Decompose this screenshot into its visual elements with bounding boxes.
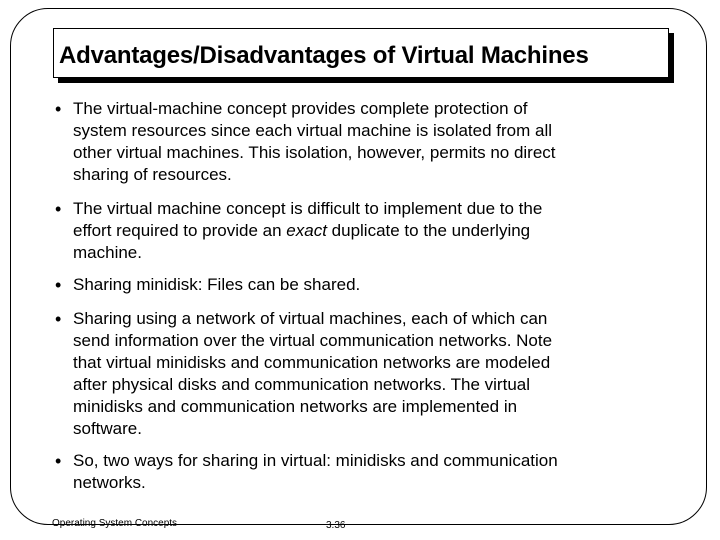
bullet-text — [73, 98, 653, 186]
slide-frame — [10, 8, 707, 525]
bullet-item — [55, 450, 655, 494]
bullet-line: So, two ways for sharing in virtual: minidisks and communication — [73, 451, 558, 470]
bullet-line: The virtual-machine concept provides complete protection of — [73, 99, 528, 118]
bullet-line: Sharing using a network of virtual machines, each of which can — [73, 309, 548, 328]
bullet-text — [73, 198, 653, 264]
slide-title: Advantages/Disadvantages of Virtual Machines — [59, 42, 589, 69]
bullet-line: after physical disks and communication networks. The virtual — [73, 375, 530, 394]
bullet-dot: • — [55, 309, 62, 329]
footer-course-name: Operating System Concepts — [52, 518, 178, 529]
bullet-item — [55, 308, 655, 440]
bullet-text — [73, 274, 653, 296]
bullet-line: other virtual machines. This isolation, however, permits no direct — [73, 143, 556, 162]
bullet-dot: • — [55, 451, 62, 471]
bullet-line: software. — [73, 419, 142, 438]
bullet-item — [55, 98, 655, 186]
bullet-line: send information over the virtual communication networks. Note — [73, 331, 553, 350]
bullet-line: that virtual minidisks and communication networks are modeled — [73, 353, 551, 372]
bullet-line: machine. — [73, 243, 142, 262]
emphasis-text: exact — [286, 221, 327, 240]
bullet-dot: • — [55, 275, 62, 295]
bullet-line: minidisks and communication networks are implemented in — [73, 397, 518, 416]
title-box — [53, 28, 669, 78]
bullet-line: The virtual machine concept is difficult to implement due to the — [73, 199, 543, 218]
bullet-text — [73, 308, 653, 440]
bullet-line: system resources since each virtual machine is isolated from all — [73, 121, 553, 140]
bullet-line: Sharing minidisk: Files can be shared. — [73, 275, 361, 294]
bullet-dot: • — [55, 199, 62, 219]
bullet-line-segment: effort required to provide an — [73, 221, 282, 240]
bullet-item — [55, 198, 655, 264]
footer-page-number: 3.36 — [326, 520, 346, 531]
bullet-line — [73, 220, 653, 242]
bullet-line: sharing of resources. — [73, 165, 232, 184]
bullet-text — [73, 450, 653, 494]
bullet-dot: • — [55, 99, 62, 119]
bullet-item — [55, 274, 655, 296]
bullet-line-segment: duplicate to the underlying — [331, 221, 531, 240]
bullet-line: networks. — [73, 473, 146, 492]
